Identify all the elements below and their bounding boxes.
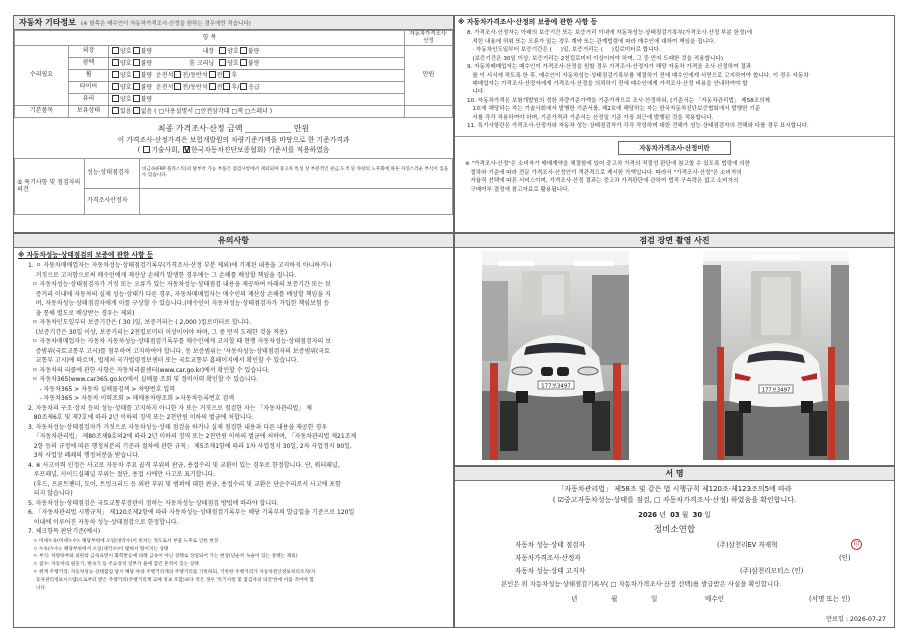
inspection-photo-rear	[703, 251, 849, 460]
other-info-title: 자동차 기타정보	[19, 18, 76, 27]
notes-line: 3. 자동차성능·상태점검자가 거짓으로 자동차성능·상태 점검을 하거나 실제 점검한 내용과 다른 내용을 제공한 경우	[28, 423, 328, 431]
checkbox[interactable]	[209, 71, 216, 78]
right-notes-line: 적힌 내용에 허위 또는 오류가 있는 경우 계약 또는 관계법령에 따라 매수인에 대하여 책임을 집니다.	[467, 38, 716, 45]
right-notes-line: 니다.	[467, 89, 485, 96]
checkbox[interactable]	[174, 71, 181, 78]
right-notes-line: (보증기간은 30일 이상, 보증거리는 2천킬로미터 이상이어야 하며, 그 중 먼저 도래한 것을 적용합니다)	[467, 55, 724, 62]
notes-title: 유의사항	[14, 234, 453, 248]
checkbox[interactable]	[112, 107, 119, 114]
notes-line: 교통부 고시)에 따르며, 법제처 국가법령정보센터 또는 국토교통부 홈페이지에서 확인할 수 있습니다.	[28, 357, 299, 365]
row-glass: 양호 불량	[109, 93, 405, 105]
price-def-title: 자동차가격조사·산정이란	[618, 141, 730, 155]
right-notes-line: 11. 특기사항란은 가격조사·산정자와 자동차 성능·상태점검자가 각각 작성하며 대한 견해가 성능·상태점검자의 견해와 다를 경우 표시합니다.	[467, 122, 809, 129]
right-notes-line: · 자동차인도일부터 보증기간은 ( )일, 보증거리는 ( )킬로미터로 합니다.	[467, 47, 661, 54]
criteria-line: ㅇ 부식: 차량하부와 외판의 금속표면이 화학반응에 의해 금속이 아닌 상태로 상실되어 가는 현상(단순히 녹슬어 있는 상태는 제외)	[30, 554, 298, 560]
checkbox[interactable]	[133, 107, 140, 114]
basis-line2: ( 기술사회, V 한국자동차진단보증협회) 기준서를 적용하였음	[14, 145, 453, 155]
notes-section	[13, 233, 454, 628]
item-exterior: 외장	[69, 45, 109, 57]
checkbox[interactable]	[223, 83, 230, 90]
row-exterior: 양호 불량 내장 양호 불량	[109, 45, 405, 57]
row-basic-items: 있음 없음 ( □사용설명서 □안전삼각대 □잭 □스패너 )	[109, 105, 405, 117]
sign-date: 2026 년 03 월 30 일	[638, 511, 711, 519]
right-notes-line: 8. 가격조사·산정자는 아래의 보증기간 또는 보증거리 이내에 자동차성능·상태점검기록부(가격조사·산정 부분 한정)에	[467, 30, 753, 37]
price-won: 만원	[405, 45, 453, 105]
checkbox[interactable]	[112, 47, 119, 54]
final-price	[14, 118, 453, 135]
checkbox[interactable]	[133, 47, 140, 54]
plate-number-2: 177보3497	[761, 387, 791, 394]
basic-items-list: ( □사용설명서 □안전삼각대 □잭 □스패너 )	[154, 107, 273, 115]
price-def-line: 구매여부 결정에 참고자료로 활용됩니다.	[465, 186, 570, 193]
checkbox[interactable]	[240, 83, 247, 90]
notes-body	[14, 261, 453, 537]
price-def-box	[455, 136, 894, 194]
inspector-label: 자동차 성능·상태 점검자	[515, 541, 585, 550]
right-notes-title: ※ 자동차가격조사·산정의 보증에 관한 사항 등	[458, 18, 598, 26]
item-tire: 타이어	[69, 81, 109, 93]
expiry-date: 만료일 : 2026-07-27	[826, 616, 886, 624]
plate-number-1: 177보3497	[541, 383, 571, 390]
basis-line1: 이 가격조사·산정가격은 보험개발원의 차량기준가액을 바탕으로 한 기준가격과	[117, 135, 350, 144]
notes-line: 6. 「자동차관리법 시행규칙」 제120조제2항에 따라 자동차성능·상태점검기록부는 해당 기록부의 발급일을 기준으로 120일	[28, 509, 355, 517]
right-notes-line: 10. 자동차가격은 보험개발원의 정한 차량기준가액을 기준가격으로 조사·산정하되, [기준서는 「자동차관리법」 제58조의제	[467, 97, 770, 104]
basic-status-label: 보유상태	[69, 105, 109, 117]
checkbox[interactable]	[209, 83, 216, 90]
checkbox[interactable]	[133, 59, 140, 66]
basic-items-label: 기본품목	[15, 105, 69, 117]
notes-line: 4. ※ 사고이력 인정은 사고로 자동차 주요 골격 부위의 판금, 용접수리 및 교환이 있는 경우로 한정합니다. 단, 쿼터패널,	[28, 461, 340, 469]
checkbox-checked[interactable]	[183, 146, 190, 153]
checkbox[interactable]	[219, 59, 226, 66]
notifier-name: (주)삼천리모터스 (인)	[740, 567, 804, 576]
notes-line: ㅇ 자동차의 리콜에 관한 사항은 자동차리콜센터(www.car.go.kr)에서 확인할 수 있습니다.	[28, 366, 270, 374]
right-notes-line: 를 이 서식에 적도록 한 후, 매수인이 자동차성능·상태점검기록부를 체결하기 전에 매수인에게 서면으로 고지하여야 합니다. 이 경우 자동차	[467, 72, 809, 79]
inspector-seal: 印	[851, 539, 862, 550]
notes-line: 증범위(국토교통부 고시)를 첨부하여 고지하여야 합니다. 동 보증범위는 '자동차성능·상태점검자의 보증범위(국토	[28, 347, 330, 355]
perf-label: 성능·상태점검자	[85, 158, 140, 188]
notes-line: 3차 사업장 폐쇄의 행정처분을 받습니다.	[28, 452, 140, 460]
notes-line: 거짓으로 고지함으로써 매수인에게 재산상 손해가 발생한 경우에는 그 손해를 배상할 책임을 집니다.	[28, 271, 297, 279]
col-price: 자동차가격조사·산정	[405, 31, 453, 46]
perf-text: 비금속(FRP 플라스틱)의 탈부착 가능 부품은 점검사항에서 제외되며 중고차 특성 상 부분적인 판금,도색 및 차량의 노후화에 따른 자연스러운 부식이 있을 수 있습니다.	[140, 158, 453, 188]
buyer-month: 월	[611, 595, 618, 604]
criteria-line: 동차관리정보시스템)으로부터 받은 주행거리(주행거리계 교체 정보 포함)보다 적은 경우 '특기사항 및 점검자의 의견'란에 이를 적어야 합	[30, 577, 314, 583]
checkbox[interactable]	[133, 83, 140, 90]
notes-head: ※ 자동차성능·상태점검의 보증에 관한 사항 등	[18, 251, 154, 259]
notes-line: (후드, 프론트펜더, 도어, 트렁크리드 등 외판 부위 및 범퍼에 대한 판금, 용접수리 및 교환은 단순수리로서 사고에 포함	[28, 480, 341, 488]
buyer-year: 년	[571, 595, 578, 604]
checkbox[interactable]	[223, 71, 230, 78]
col-item: 항 목	[15, 31, 405, 46]
buyer-day: 일	[651, 595, 658, 604]
right-notes-line: 9. 자동차매매업자는 매수인이 가격조사·산정을 원할 경우 가격조사·산정자가 해당 자동차 가격을 조사·산정하여 결과	[467, 64, 752, 71]
item-gloss: 광택	[69, 57, 109, 69]
notes-line: 되지 않습니다)	[28, 490, 73, 498]
checkbox[interactable]	[143, 146, 150, 153]
item-glass: 유리	[69, 93, 109, 105]
buyer-sign: (서명 또는 인)	[809, 595, 851, 604]
checkbox[interactable]	[219, 47, 226, 54]
repair-table	[14, 30, 453, 118]
notifier-label: 자동차 성능·상태 고지자	[515, 567, 585, 576]
right-notes-line: 1호에 해당하는 자는 기술사회에서 발행한 기준서를, 제2호에 해당하는 자는 한국자동차진단보증협회에서 발행한 기준	[467, 106, 761, 113]
buyer-label: 매수인	[705, 595, 725, 604]
sign-org: 정비소연합	[653, 525, 696, 536]
right-notes-body	[455, 28, 894, 130]
price-person-label: 가격조사산정자	[85, 188, 140, 214]
criteria-line: 니다.	[30, 585, 47, 591]
checkbox[interactable]	[240, 59, 247, 66]
price-def-line: 자율적 선택에 따른 서비스이며, 가격조사·산정 결과는 중고차 가격판단에 관하여 법적 구속력은 없고 소비자의	[465, 178, 739, 185]
notes-line: 5. 자동차성능·상태점검은 국토교통부장관이 정하는 자동차성능·상태점검 방법에 따라야 합니다.	[28, 499, 279, 507]
checkbox[interactable]	[112, 71, 119, 78]
item-interior: 내장	[202, 47, 215, 55]
checkbox[interactable]	[133, 95, 140, 102]
special-table	[14, 158, 453, 215]
item-wheel: 휠	[69, 69, 109, 81]
notes-line: ㅇ 자동차매매업자는 자동차 자동차성능·상태점검기록부를 매수인에게 고지할 때 현행 자동차성능·상태점검자의 보	[28, 338, 332, 346]
inspection-photo-front	[482, 251, 629, 460]
notes-line: - 자동차365 > 자동차 이력조회 > 매매용차량조회 >자동차등록번호 검색	[28, 395, 235, 403]
checkbox[interactable]	[133, 71, 140, 78]
row-wheel: 양호 불량 운전석 전/동반석 전 후	[109, 69, 405, 81]
criteria-line: ㅇ 현재 주행거리: 자동차성능·상태점검 당시 해당 차량 주행거리계의 주행거리를 기록하되, 기록한 주행거리가 자동차전산정보처리조직(자	[30, 569, 316, 575]
notes-line: 을 통해 별도로 배상받는 경우는 제외)	[28, 309, 135, 317]
notes-criteria	[14, 537, 453, 593]
special-label: ⑤ 특기사항 및 점검자의 의견	[15, 158, 85, 214]
notes-line: ㅇ 자동차인도일부터 보증기간은 ( 30 )일, 보증거리는 ( 2,000 )킬로미터로 합니다.	[28, 319, 252, 327]
price-def-line: ※ "가격조사·산정"은 소비자가 매매계약을 체결함에 있어 중고차 가격의 적절성 판단에 참고할 수 있도록 법령에 의한	[465, 161, 751, 168]
criteria-line: ㅇ 침수: 자동차의 원동기, 변속기 등 주요장치 일부가 물에 잠긴 흔적이 있는 상태	[30, 562, 199, 568]
notes-line: (보증기간은 30일 이상, 보증거리는 2천킬로미터 이상이어야 하며, 그 중 먼저 도래한 것을 적용)	[28, 328, 288, 336]
notes-line: 며, 자동차성능·상태점검자에게 이를 구상할 수 있습니다.(매수인이 자동차성능·상태점검자가 가입한 책임보험 등	[28, 300, 330, 308]
row-gloss: 양호 불량 룸 크리닝 양호 불량	[109, 57, 405, 69]
notes-line: ㅇ 자동차365(www.car365.go.kr)에서 실매물 조회 및 정비이력 확인할 수 있습니다.	[28, 376, 259, 384]
sign-line2: ( ☑중고자동차성능·상태를 점검, □ 자동차가격조사·산정) 하였음을 확인합니다.	[552, 496, 797, 504]
notes-line: 「자동차관리법」 제80조제9호의2에 따라 2년 이하의 징역 또는 2천만원 이하의 벌금에 처하며, 「자동차관리법 제21조제	[28, 433, 357, 441]
right-notes-line: 서를 각각 적용하여야 하며, 기준가격과 기준서는 산정일 기준 가장 최근에 발행된 것을 적용합니다.	[467, 114, 714, 121]
photos-title: 점검 장면 촬영 사진	[455, 234, 894, 248]
criteria-line: ㅇ 누유(누수): 해당부위에서 오일(냉각수)이 맺혀서 떨어지는 상태	[30, 546, 169, 552]
checkbox[interactable]	[174, 83, 181, 90]
notes-line: ㅇ 자동차성능·상태점검자가 거짓 또는 오류가 있는 자동차성능·상태점검 내용을 제공하여 아래의 보증기간 또는 보	[28, 281, 331, 289]
other-info-note: (※ 항목은 매수인이 자동차가격조사·산정을 원하는 경우에만 적습니다)	[80, 21, 251, 27]
group-repair: 수리필요	[15, 45, 69, 105]
price-def-text	[455, 155, 894, 194]
price-warranty-section	[454, 15, 895, 233]
price-person-seal: (인)	[839, 554, 851, 563]
checkbox[interactable]	[112, 59, 119, 66]
inspector-name: (주)삼천리EV 자재혁	[717, 541, 778, 550]
final-price-unit: 만원	[293, 123, 310, 133]
sign-line1: 「자동차관리법」 제58조 및 같은 법 시행규칙 제120조·제123조의5에 따라	[557, 485, 792, 493]
notes-line: 1. ㅇ 자동차매매업자는 자동차성능·상태점검기록부(가격조사·산정 부분 제외)에 기재된 내용을 고지하지 아니하거나	[28, 262, 332, 270]
checkbox[interactable]	[112, 83, 119, 90]
notes-line: 2항 등의 규정에 따른 행정처분의 기준과 절차에 관한 규칙」 제5조제1항에 따라 1차 사업정지 30일, 2차 사업정지 90일,	[28, 442, 352, 450]
final-price-input[interactable]	[245, 123, 291, 133]
signature-section	[454, 466, 895, 628]
right-notes-line: 매매업자는 가격조사·산정자에게 가격조사·산정을 의뢰하기 전에 매수인에게 가격조사·산정 비용을 안내하여야 합	[467, 80, 748, 87]
price-basis	[14, 135, 453, 155]
notes-line: 80조제6호 및 제7호에 따라 2년 이하의 징역 또는 2천만원 이하의 벌금에 처합니다.	[28, 414, 254, 422]
checkbox[interactable]	[240, 47, 247, 54]
criteria-line: ㅇ 미세누유(미세누수): 해당부위에 오일(냉각수)이 비치는 정도로서 부품 노후로 인한 현상	[30, 538, 219, 544]
receipt-confirm: 본인은 위 자동차성능·상태점검기록부( □ 자동차가격조사·산정 선택)를 발급받은 사실을 확인합니다.	[501, 580, 782, 589]
notes-line: 2. 자동차의 구조·장치 등의 성능·상태를 고지하지 아니한 자 또는 거짓으로 점검한 자는 「자동차관리법」 제	[28, 404, 312, 412]
photos-section	[454, 233, 895, 466]
notes-line: 루프패널, 사이드실패널 부위는 절단, 용접 시에만 사고로 표기합니다.	[28, 471, 216, 479]
notes-line: 7. 체크항목 판단기준(예시)	[28, 528, 101, 536]
final-price-label: 최종 가격조사·산정 금액	[157, 123, 243, 133]
row-tire: 양호 불량 운전석 전/동반석 전 후/ 응급	[109, 81, 405, 93]
sign-title: 서 명	[455, 467, 894, 481]
item-room-cleaning: 룸 크리닝	[189, 59, 215, 67]
notes-line: 증거리 이내에 자동차의 실제 성능·상태가 다른 경우, 자동차매매업자는 매수인의 재산상 손해를 배상할 책임을 지	[28, 290, 331, 298]
other-info-section	[13, 15, 454, 233]
checkbox[interactable]	[112, 95, 119, 102]
notes-line: 이내에 이루어진 자동차 성능·상태점검으로 한정합니다.	[28, 518, 179, 526]
notes-line: - 자동차365 > 자동차 실매물검색 > 차량번호 입력	[28, 385, 175, 393]
price-def-line: 절차와 기준에 따라 전문 가격조사·산정인이 객관적으로 제시한 가액입니다. 따라서 "가격조사·산정"은 소비자의	[465, 169, 742, 176]
price-person-sign-label: 자동차가격조사·산정자	[515, 554, 581, 563]
